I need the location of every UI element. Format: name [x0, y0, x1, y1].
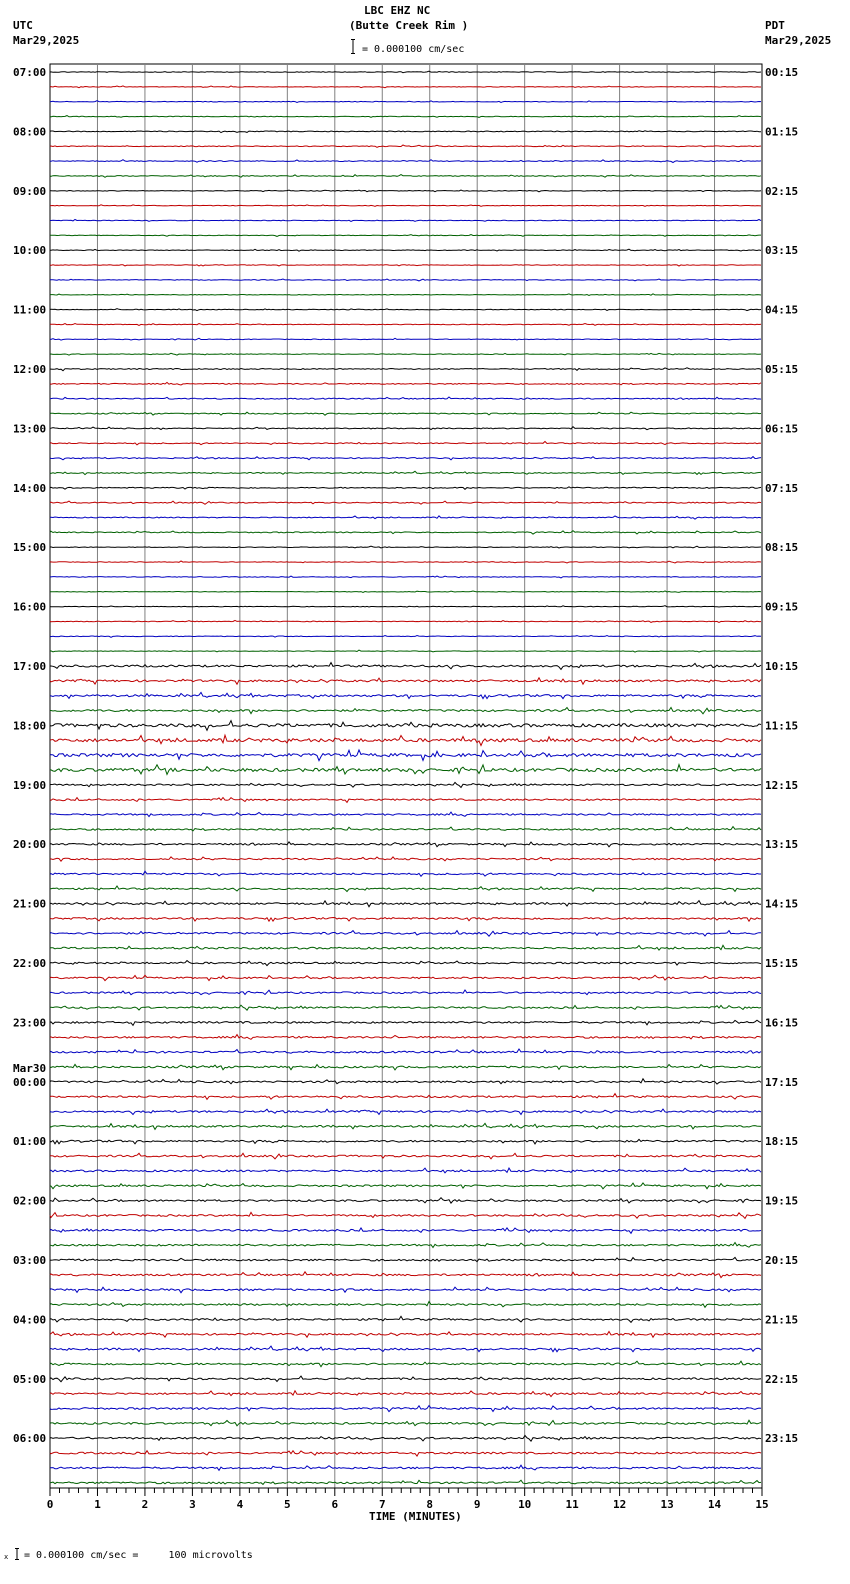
seismic-trace — [50, 516, 761, 519]
seismic-trace — [50, 324, 761, 326]
seismic-trace — [50, 442, 761, 445]
right-hour-label: 08:15 — [765, 541, 799, 555]
seismic-trace — [50, 1346, 761, 1352]
x-axis-label: TIME (MINUTES) — [369, 1510, 462, 1523]
right-hour-label: 14:15 — [765, 897, 799, 911]
x-tick-label: 3 — [189, 1498, 196, 1511]
seismic-trace — [50, 576, 761, 578]
seismic-trace — [50, 1109, 761, 1114]
right-hour-label: 15:15 — [765, 957, 799, 970]
seismic-trace — [50, 1183, 761, 1189]
left-hour-label: 12:00 — [13, 363, 47, 376]
seismic-trace — [50, 931, 761, 937]
left-date: Mar29,2025 — [13, 34, 80, 47]
seismic-trace — [50, 1139, 761, 1144]
seismic-trace — [50, 842, 761, 847]
seismic-trace — [50, 220, 761, 222]
x-tick-label: 1 — [94, 1498, 101, 1511]
right-hour-label: 11:15 — [765, 719, 799, 733]
x-tick-label: 4 — [236, 1498, 244, 1511]
seismic-trace — [50, 1287, 761, 1293]
left-hour-label: 09:00 — [13, 184, 47, 198]
svg-text:x: x — [4, 1553, 9, 1561]
seismic-trace — [50, 917, 761, 921]
seismic-trace — [50, 487, 761, 490]
right-hour-label: 00:15 — [765, 66, 799, 79]
seismic-trace — [50, 294, 761, 296]
right-hour-label: 17:15 — [765, 1075, 799, 1089]
x-tick-label: 5 — [283, 1498, 291, 1511]
seismic-trace — [50, 353, 761, 355]
seismic-trace — [50, 249, 761, 251]
seismic-trace — [50, 620, 761, 622]
x-tick-label: 12 — [612, 1498, 627, 1511]
seismic-trace — [50, 591, 761, 593]
seismic-trace — [50, 427, 761, 430]
left-hour-label: 04:00 — [13, 1313, 47, 1327]
left-date-label: Mar30 — [13, 1061, 47, 1075]
seismic-trace — [50, 1153, 761, 1159]
seismic-trace — [50, 735, 761, 745]
x-tick-label: 7 — [378, 1498, 386, 1511]
right-hour-label: 03:15 — [765, 244, 799, 258]
seismic-trace — [50, 1302, 761, 1308]
seismic-trace — [50, 1123, 761, 1129]
seismic-trace — [50, 901, 761, 907]
seismic-trace — [50, 663, 761, 670]
seismic-trace — [50, 678, 761, 684]
right-hour-label: 07:15 — [765, 481, 799, 495]
seismic-trace — [50, 1064, 761, 1070]
right-hour-label: 06:15 — [765, 422, 799, 436]
seismic-trace — [50, 975, 761, 980]
seismic-trace — [50, 650, 761, 652]
left-hour-label: 02:00 — [13, 1194, 47, 1208]
x-tick-label: 10 — [518, 1498, 532, 1511]
seismic-trace — [50, 1094, 761, 1100]
x-tick-label: 11 — [565, 1498, 579, 1511]
seismic-trace — [50, 1257, 761, 1261]
x-tick-label: 2 — [141, 1498, 149, 1511]
seismic-trace — [50, 160, 761, 163]
right-hour-label: 02:15 — [765, 184, 799, 198]
seismic-trace — [50, 1272, 761, 1278]
seismic-trace — [50, 101, 761, 103]
seismic-trace — [50, 886, 761, 892]
seismic-trace — [50, 190, 761, 192]
seismic-trace — [50, 990, 761, 995]
scale-text: = 0.000100 cm/sec — [362, 44, 465, 55]
left-hour-label: 17:00 — [13, 660, 47, 673]
seismic-trace — [50, 338, 761, 340]
seismic-trace — [50, 205, 761, 207]
left-hour-label: 01:00 — [13, 1135, 47, 1149]
right-hour-label: 12:15 — [765, 778, 799, 792]
seismic-trace — [50, 1005, 761, 1010]
left-hour-label: 05:00 — [13, 1372, 47, 1386]
seismic-trace — [50, 561, 761, 563]
seismic-trace — [50, 1049, 761, 1053]
seismic-trace — [50, 265, 761, 266]
left-hour-label: 15:00 — [13, 541, 47, 555]
seismic-trace — [50, 765, 761, 775]
seismic-trace — [50, 636, 761, 638]
seismic-trace — [50, 1465, 761, 1470]
left-hour-label: 21:00 — [13, 897, 47, 911]
left-hour-label: 07:00 — [13, 66, 47, 79]
seismic-trace — [50, 145, 761, 147]
seismic-trace — [50, 397, 761, 399]
seismic-trace — [50, 235, 761, 237]
seismic-trace — [50, 1376, 761, 1382]
right-date: Mar29,2025 — [765, 34, 832, 47]
seismic-trace — [50, 279, 761, 281]
left-hour-label: 22:00 — [13, 957, 47, 970]
right-hour-label: 16:15 — [765, 1016, 799, 1030]
right-hour-label: 09:15 — [765, 600, 799, 614]
left-hour-label: 08:00 — [13, 125, 47, 139]
seismic-trace — [50, 471, 761, 474]
seismic-trace — [50, 1420, 761, 1426]
seismic-trace — [50, 1480, 761, 1484]
right-timezone: PDT — [765, 19, 785, 32]
seismic-trace — [50, 309, 761, 311]
seismic-trace — [50, 175, 761, 178]
seismic-trace — [50, 86, 761, 88]
seismic-trace — [50, 1436, 761, 1442]
seismic-trace — [50, 368, 761, 371]
left-timezone: UTC — [13, 19, 33, 32]
right-hour-label: 01:15 — [765, 125, 799, 139]
left-hour-label: 16:00 — [13, 600, 47, 614]
right-hour-label: 04:15 — [765, 303, 799, 317]
seismic-trace — [50, 1198, 761, 1203]
seismic-trace — [50, 827, 761, 831]
footer-scale-note: = 0.000100 cm/sec = 100 microvolts — [24, 1550, 253, 1561]
right-hour-label: 21:15 — [765, 1313, 799, 1327]
left-hour-label: 10:00 — [13, 244, 47, 258]
right-hour-label: 13:15 — [765, 838, 799, 852]
x-tick-label: 0 — [46, 1498, 54, 1511]
x-tick-label: 9 — [473, 1498, 481, 1511]
site-title: (Butte Creek Rim ) — [349, 19, 469, 32]
seismic-trace — [50, 546, 761, 548]
seismic-trace — [50, 782, 761, 787]
seismic-trace — [50, 798, 761, 803]
x-tick-label: 15 — [755, 1498, 769, 1511]
seismic-trace — [50, 606, 761, 607]
seismic-trace — [50, 116, 761, 118]
seismic-trace — [50, 382, 761, 385]
left-hour-label: 20:00 — [13, 838, 47, 852]
seismic-trace — [50, 1212, 761, 1218]
seismic-trace — [50, 1035, 761, 1040]
x-tick-label: 6 — [331, 1498, 339, 1511]
x-tick-label: 13 — [660, 1498, 674, 1511]
left-hour-label: 11:00 — [13, 303, 47, 317]
seismic-trace — [50, 1228, 761, 1233]
seismic-trace — [50, 1361, 761, 1367]
seismic-trace — [50, 1168, 761, 1173]
x-tick-label: 14 — [707, 1498, 722, 1511]
seismic-trace — [50, 412, 761, 415]
seismic-trace — [50, 1243, 761, 1248]
seismic-trace — [50, 750, 761, 761]
left-hour-label: 13:00 — [13, 422, 47, 436]
seismic-trace — [50, 1451, 761, 1456]
seismic-trace — [50, 692, 761, 698]
seismic-trace — [50, 531, 761, 534]
left-hour-label: 06:00 — [13, 1432, 47, 1446]
station-title: LBC EHZ NC — [364, 4, 431, 17]
right-hour-label: 22:15 — [765, 1372, 799, 1386]
seismic-trace — [50, 857, 761, 861]
seismic-trace — [50, 871, 761, 876]
seismic-trace — [50, 721, 761, 731]
seismic-trace — [50, 131, 761, 133]
right-hour-label: 05:15 — [765, 363, 799, 376]
right-hour-label: 18:15 — [765, 1135, 799, 1149]
seismic-trace — [50, 1316, 761, 1322]
seismic-trace — [50, 1020, 761, 1025]
left-hour-label: 18:00 — [13, 719, 47, 733]
seismic-trace — [50, 457, 761, 460]
seismic-trace — [50, 961, 761, 966]
seismic-trace — [50, 1406, 761, 1412]
x-tick-label: 8 — [426, 1498, 434, 1511]
seismic-trace — [50, 812, 761, 817]
left-hour-label: 23:00 — [13, 1016, 47, 1030]
right-hour-label: 23:15 — [765, 1432, 799, 1446]
left-hour-label: 03:00 — [13, 1254, 47, 1267]
seismic-trace — [50, 1391, 761, 1397]
seismic-trace — [50, 1332, 761, 1338]
seismic-trace — [50, 708, 761, 714]
seismic-trace — [50, 71, 761, 73]
seismic-trace — [50, 501, 761, 504]
seismic-trace — [50, 1079, 761, 1084]
right-hour-label: 20:15 — [765, 1254, 799, 1267]
left-hour-label: 14:00 — [13, 481, 47, 495]
right-hour-label: 10:15 — [765, 660, 799, 673]
left-hour-label: 00:00 — [13, 1075, 47, 1089]
footer-scale-icon — [4, 1546, 20, 1560]
left-hour-label: 19:00 — [13, 778, 47, 792]
seismic-trace — [50, 945, 761, 950]
right-hour-label: 19:15 — [765, 1194, 799, 1208]
